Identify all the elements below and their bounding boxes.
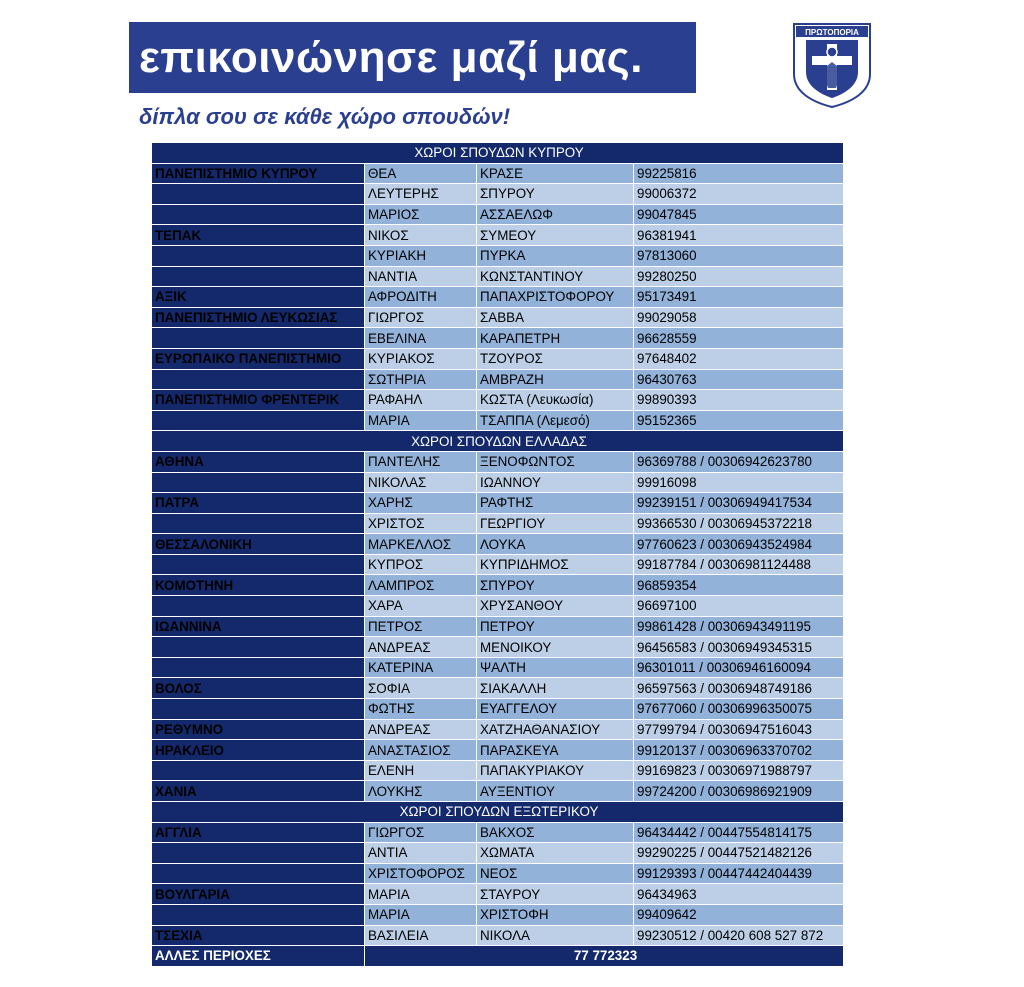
table-row [152, 863, 844, 884]
phone-cell: 96301011 / 00306946160094 [634, 657, 844, 678]
table-row [152, 225, 844, 246]
footer-phone: 77 772323 [365, 946, 844, 967]
table-row [152, 204, 844, 225]
table-row [152, 245, 844, 266]
area-cell: ΡΕΘΥΜΝΟ [152, 719, 365, 740]
first-name-cell: ΚΥΡΙΑΚΗ [365, 245, 477, 266]
phone-cell: 96381941 [634, 225, 844, 246]
area-cell: ΠΑΤΡΑ [152, 493, 365, 514]
section-header-row [152, 802, 844, 823]
first-name-cell: ΑΝΔΡΕΑΣ [365, 719, 477, 740]
table-row [152, 493, 844, 514]
first-name-cell: ΚΑΤΕΡΙΝΑ [365, 657, 477, 678]
area-cell: ΘΕΣΣΑΛΟΝΙΚΗ [152, 534, 365, 555]
last-name-cell: ΧΩΜΑΤΑ [477, 843, 634, 864]
first-name-cell: ΒΑΣΙΛΕΙΑ [365, 925, 477, 946]
table-row [152, 925, 844, 946]
area-cell [152, 596, 365, 617]
table-row [152, 328, 844, 349]
area-cell [152, 369, 365, 390]
section-header-row [152, 431, 844, 452]
last-name-cell: ΧΡΙΣΤΟΦΗ [477, 904, 634, 925]
phone-cell: 99861428 / 00306943491195 [634, 616, 844, 637]
last-name-cell: ΚΡΑΣΕ [477, 163, 634, 184]
logo-text: ΠΡΩΤΟΠΟΡΙΑ [805, 28, 859, 37]
last-name-cell: ΣΥΜΕΟΥ [477, 225, 634, 246]
table-row [152, 781, 844, 802]
footer-row [152, 946, 844, 967]
section-header-row [152, 143, 844, 164]
area-cell [152, 245, 365, 266]
area-cell: ΕΥΡΩΠΑΙΚΟ ΠΑΝΕΠΙΣΤΗΜΙΟ [152, 348, 365, 369]
area-cell [152, 266, 365, 287]
table-row [152, 390, 844, 411]
last-name-cell: ΛΟΥΚΑ [477, 534, 634, 555]
phone-cell: 99409642 [634, 904, 844, 925]
area-cell: ΑΓΓΛΙΑ [152, 822, 365, 843]
table-row [152, 843, 844, 864]
last-name-cell: ΣΠΥΡΟΥ [477, 575, 634, 596]
phone-cell: 96456583 / 00306949345315 [634, 637, 844, 658]
table-row [152, 575, 844, 596]
phone-cell: 99225816 [634, 163, 844, 184]
table-row [152, 740, 844, 761]
table-row [152, 472, 844, 493]
phone-cell: 99890393 [634, 390, 844, 411]
last-name-cell: ΚΥΠΡΙΔΗΜΟΣ [477, 554, 634, 575]
first-name-cell: ΛΑΜΠΡΟΣ [365, 575, 477, 596]
contacts-table [151, 142, 844, 967]
area-cell [152, 657, 365, 678]
last-name-cell: ΝΕΟΣ [477, 863, 634, 884]
first-name-cell: ΜΑΡΙΑ [365, 884, 477, 905]
first-name-cell: ΝΙΚΟΛΑΣ [365, 472, 477, 493]
first-name-cell: ΓΙΩΡΓΟΣ [365, 822, 477, 843]
area-cell: ΠΑΝΕΠΙΣΤΗΜΙΟ ΛΕΥΚΩΣΙΑΣ [152, 307, 365, 328]
last-name-cell: ΠΥΡΚΑ [477, 245, 634, 266]
phone-cell: 99029058 [634, 307, 844, 328]
table-row [152, 760, 844, 781]
table-row [152, 348, 844, 369]
table-row [152, 596, 844, 617]
area-cell [152, 328, 365, 349]
area-cell: ΠΑΝΕΠΙΣΤΗΜΙΟ ΚΥΠΡΟΥ [152, 163, 365, 184]
area-cell: ΤΕΠΑΚ [152, 225, 365, 246]
last-name-cell: ΣΠΥΡΟΥ [477, 184, 634, 205]
first-name-cell: ΑΝΤΙΑ [365, 843, 477, 864]
phone-cell: 97799794 / 00306947516043 [634, 719, 844, 740]
first-name-cell: ΝΑΝΤΙΑ [365, 266, 477, 287]
protoporia-logo [792, 22, 872, 108]
first-name-cell: ΘΕΑ [365, 163, 477, 184]
phone-cell: 96628559 [634, 328, 844, 349]
first-name-cell: ΚΥΠΡΟΣ [365, 554, 477, 575]
last-name-cell: ΧΡΥΣΑΝΘΟΥ [477, 596, 634, 617]
first-name-cell: ΧΡΙΣΤΟΣ [365, 513, 477, 534]
area-cell: ΗΡΑΚΛΕΙΟ [152, 740, 365, 761]
phone-cell: 99006372 [634, 184, 844, 205]
area-cell: ΧΑΝΙΑ [152, 781, 365, 802]
first-name-cell: ΝΙΚΟΣ [365, 225, 477, 246]
first-name-cell: ΣΟΦΙΑ [365, 678, 477, 699]
section-title: ΧΩΡΟΙ ΣΠΟΥΔΩΝ ΕΛΛΑΔΑΣ [152, 431, 844, 452]
first-name-cell: ΕΒΕΛΙΝΑ [365, 328, 477, 349]
last-name-cell: ΡΑΦΤΗΣ [477, 493, 634, 514]
table-row [152, 513, 844, 534]
first-name-cell: ΡΑΦΑΗΛ [365, 390, 477, 411]
last-name-cell: ΓΕΩΡΓΙΟΥ [477, 513, 634, 534]
table-row [152, 884, 844, 905]
phone-cell: 99129393 / 00447442404439 [634, 863, 844, 884]
area-cell: ΑΞΙΚ [152, 287, 365, 308]
first-name-cell: ΚΥΡΙΑΚΟΣ [365, 348, 477, 369]
last-name-cell: ΑΥΞΕΝΤΙΟΥ [477, 781, 634, 802]
first-name-cell: ΑΝΔΡΕΑΣ [365, 637, 477, 658]
section-title: ΧΩΡΟΙ ΣΠΟΥΔΩΝ ΚΥΠΡΟΥ [152, 143, 844, 164]
area-cell: ΤΣΕΧΙΑ [152, 925, 365, 946]
last-name-cell: ΚΩΣΤΑ (Λευκωσία) [477, 390, 634, 411]
area-cell [152, 843, 365, 864]
table-row [152, 184, 844, 205]
area-cell [152, 513, 365, 534]
last-name-cell: ΜΕΝΟΙΚΟΥ [477, 637, 634, 658]
first-name-cell: ΜΑΡΙΟΣ [365, 204, 477, 225]
first-name-cell: ΧΡΙΣΤΟΦΟΡΟΣ [365, 863, 477, 884]
last-name-cell: ΠΑΠΑΧΡΙΣΤΟΦΟΡΟΥ [477, 287, 634, 308]
phone-cell: 99290225 / 00447521482126 [634, 843, 844, 864]
phone-cell: 96434442 / 00447554814175 [634, 822, 844, 843]
phone-cell: 97813060 [634, 245, 844, 266]
area-cell [152, 472, 365, 493]
last-name-cell: ΠΑΡΑΣΚΕΥΑ [477, 740, 634, 761]
first-name-cell: ΣΩΤΗΡΙΑ [365, 369, 477, 390]
table-row [152, 616, 844, 637]
table-row [152, 699, 844, 720]
phone-cell: 99280250 [634, 266, 844, 287]
last-name-cell: ΒΑΚΧΟΣ [477, 822, 634, 843]
table-row [152, 163, 844, 184]
last-name-cell: ΣΙΑΚΑΛΛΗ [477, 678, 634, 699]
first-name-cell: ΑΦΡΟΔΙΤΗ [365, 287, 477, 308]
first-name-cell: ΧΑΡΑ [365, 596, 477, 617]
phone-cell: 97677060 / 00306996350075 [634, 699, 844, 720]
last-name-cell: ΑΜΒΡΑΖΗ [477, 369, 634, 390]
table-row [152, 904, 844, 925]
footer-label: ΑΛΛΕΣ ΠΕΡΙΟΧΕΣ [152, 946, 365, 967]
area-cell [152, 699, 365, 720]
area-cell [152, 863, 365, 884]
last-name-cell: ΝΙΚΟΛΑ [477, 925, 634, 946]
first-name-cell: ΛΟΥΚΗΣ [365, 781, 477, 802]
phone-cell: 99169823 / 00306971988797 [634, 760, 844, 781]
table-row [152, 451, 844, 472]
phone-cell: 99187784 / 00306981124488 [634, 554, 844, 575]
area-cell [152, 204, 365, 225]
last-name-cell: ΕΥΑΓΓΕΛΟΥ [477, 699, 634, 720]
table-row [152, 410, 844, 431]
phone-cell: 99916098 [634, 472, 844, 493]
area-cell: ΒΟΛΟΣ [152, 678, 365, 699]
phone-cell: 97648402 [634, 348, 844, 369]
last-name-cell: ΠΑΠΑΚΥΡΙΑΚΟΥ [477, 760, 634, 781]
phone-cell: 99724200 / 00306986921909 [634, 781, 844, 802]
area-cell [152, 904, 365, 925]
last-name-cell: ΣΑΒΒΑ [477, 307, 634, 328]
last-name-cell: ΧΑΤΖΗΑΘΑΝΑΣΙΟΥ [477, 719, 634, 740]
table-row [152, 287, 844, 308]
section-title: ΧΩΡΟΙ ΣΠΟΥΔΩΝ ΕΞΩΤΕΡΙΚΟΥ [152, 802, 844, 823]
table-row [152, 307, 844, 328]
first-name-cell: ΠΑΝΤΕΛΗΣ [365, 451, 477, 472]
area-cell: ΑΘΗΝΑ [152, 451, 365, 472]
area-cell [152, 760, 365, 781]
area-cell: ΒΟΥΛΓΑΡΙΑ [152, 884, 365, 905]
phone-cell: 95152365 [634, 410, 844, 431]
last-name-cell: ΠΕΤΡΟΥ [477, 616, 634, 637]
phone-cell: 96697100 [634, 596, 844, 617]
last-name-cell: ΙΩΑΝΝΟΥ [477, 472, 634, 493]
first-name-cell: ΑΝΑΣΤΑΣΙΟΣ [365, 740, 477, 761]
area-cell: ΙΩΑΝΝΙΝΑ [152, 616, 365, 637]
phone-cell: 99120137 / 00306963370702 [634, 740, 844, 761]
table-row [152, 534, 844, 555]
area-cell [152, 637, 365, 658]
page-subtitle: δίπλα σου σε κάθε χώρο σπουδών! [139, 104, 511, 129]
phone-cell: 99239151 / 00306949417534 [634, 493, 844, 514]
table-row [152, 554, 844, 575]
table-row [152, 637, 844, 658]
table-row [152, 822, 844, 843]
phone-cell: 96859354 [634, 575, 844, 596]
last-name-cell: ΚΑΡΑΠΕΤΡΗ [477, 328, 634, 349]
phone-cell: 96430763 [634, 369, 844, 390]
first-name-cell: ΛΕΥΤΕΡΗΣ [365, 184, 477, 205]
first-name-cell: ΠΕΤΡΟΣ [365, 616, 477, 637]
last-name-cell: ΑΣΣΑΕΛΩΦ [477, 204, 634, 225]
last-name-cell: ΣΤΑΥΡΟΥ [477, 884, 634, 905]
last-name-cell: ΞΕΝΟΦΩΝΤΟΣ [477, 451, 634, 472]
phone-cell: 95173491 [634, 287, 844, 308]
table-row [152, 369, 844, 390]
last-name-cell: ΚΩΝΣΤΑΝΤΙΝΟΥ [477, 266, 634, 287]
phone-cell: 99366530 / 00306945372218 [634, 513, 844, 534]
first-name-cell: ΜΑΡΙΑ [365, 904, 477, 925]
page-title: επικοινώνησε μαζί μας. [129, 22, 696, 93]
table-row [152, 678, 844, 699]
last-name-cell: ΤΖΟΥΡΟΣ [477, 348, 634, 369]
table-row [152, 657, 844, 678]
phone-cell: 96369788 / 00306942623780 [634, 451, 844, 472]
first-name-cell: ΧΑΡΗΣ [365, 493, 477, 514]
phone-cell: 96597563 / 00306948749186 [634, 678, 844, 699]
first-name-cell: ΕΛΕΝΗ [365, 760, 477, 781]
phone-cell: 97760623 / 00306943524984 [634, 534, 844, 555]
first-name-cell: ΦΩΤΗΣ [365, 699, 477, 720]
area-cell: ΚΟΜΟΤΗΝΗ [152, 575, 365, 596]
area-cell [152, 410, 365, 431]
phone-cell: 99047845 [634, 204, 844, 225]
area-cell: ΠΑΝΕΠΙΣΤΗΜΙΟ ΦΡΕΝΤΕΡΙΚ [152, 390, 365, 411]
last-name-cell: ΤΣΑΠΠΑ (Λεμεσό) [477, 410, 634, 431]
first-name-cell: ΓΙΩΡΓΟΣ [365, 307, 477, 328]
table-row [152, 266, 844, 287]
phone-cell: 99230512 / 00420 608 527 872 [634, 925, 844, 946]
phone-cell: 96434963 [634, 884, 844, 905]
first-name-cell: ΜΑΡΚΕΛΛΟΣ [365, 534, 477, 555]
last-name-cell: ΨΑΛΤΗ [477, 657, 634, 678]
area-cell [152, 184, 365, 205]
area-cell [152, 554, 365, 575]
first-name-cell: ΜΑΡΙΑ [365, 410, 477, 431]
table-row [152, 719, 844, 740]
